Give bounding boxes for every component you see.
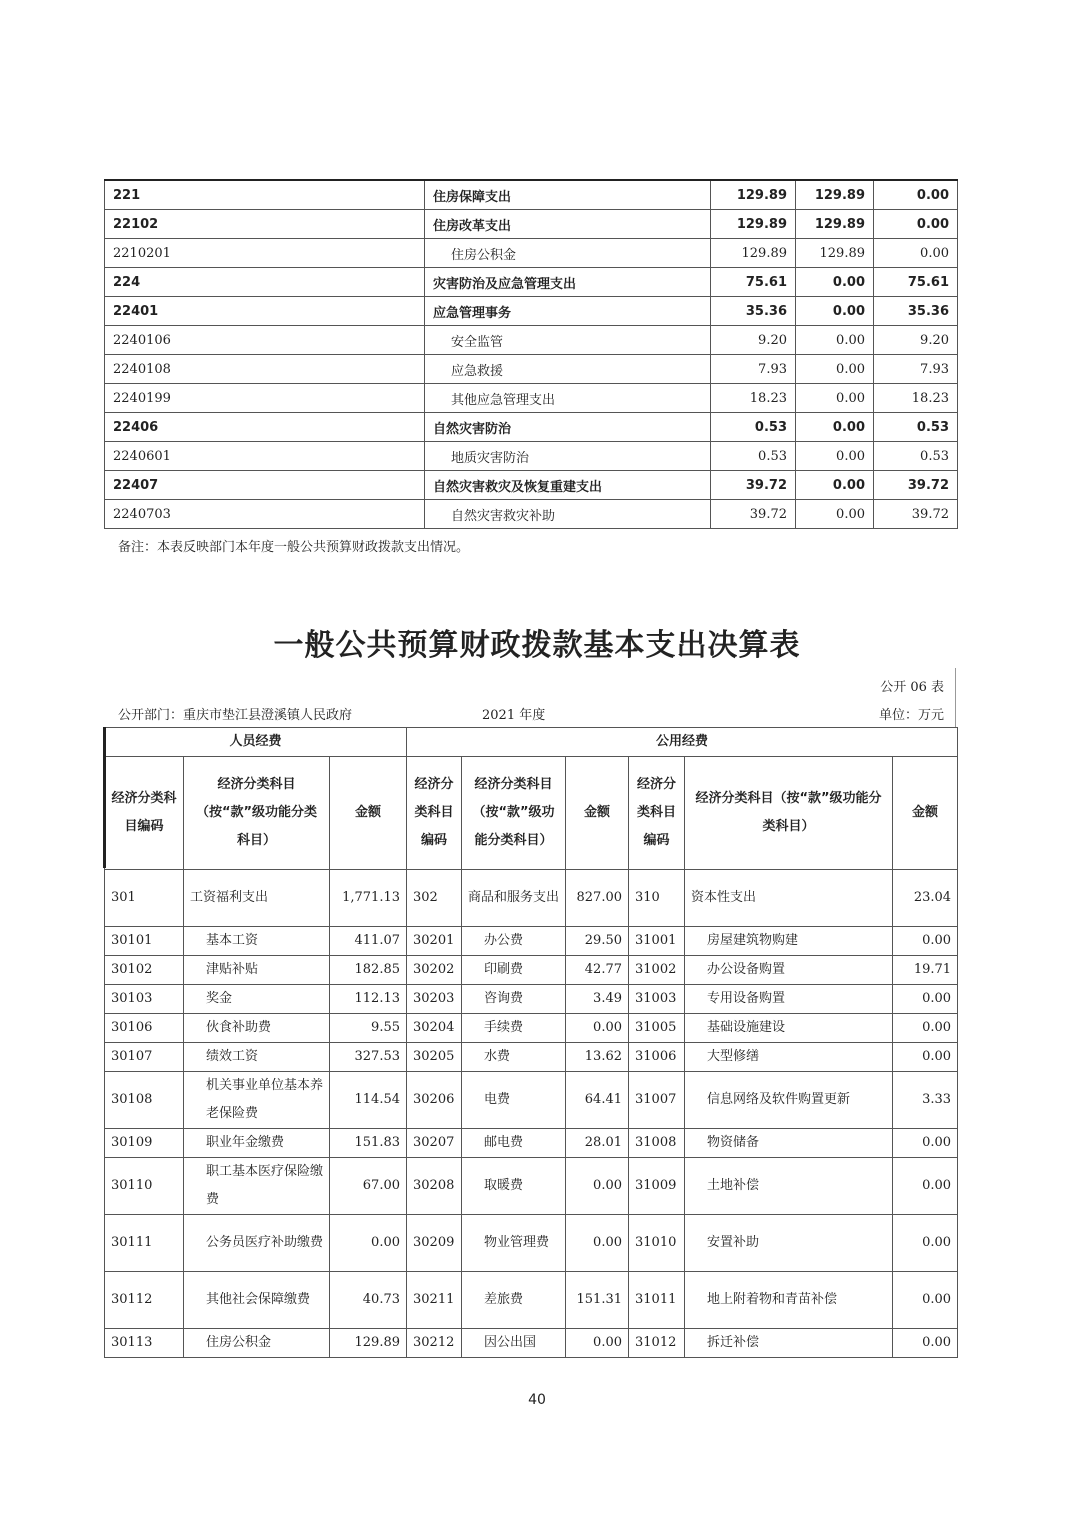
row-basic: 129.89 bbox=[796, 239, 874, 268]
header-amount: 金额 bbox=[566, 757, 629, 870]
table-row bbox=[105, 1329, 958, 1358]
row-code: 30101 bbox=[105, 927, 184, 956]
row-name: 办公设备购置 bbox=[685, 956, 893, 985]
row-code: 31001 bbox=[629, 927, 685, 956]
row-total: 0.53 bbox=[711, 413, 796, 442]
row-amount: 40.73 bbox=[330, 1272, 407, 1329]
row-name: 地上附着物和青苗补偿 bbox=[685, 1272, 893, 1329]
row-name: 拆迁补偿 bbox=[685, 1329, 893, 1358]
row-total: 129.89 bbox=[711, 180, 796, 210]
table-row bbox=[105, 180, 958, 210]
row-total: 39.72 bbox=[711, 471, 796, 500]
row-amount: 114.54 bbox=[330, 1072, 407, 1129]
row-code: 30211 bbox=[407, 1272, 462, 1329]
row-amount: 3.49 bbox=[566, 985, 629, 1014]
row-code: 30203 bbox=[407, 985, 462, 1014]
group-header-public: 公用经费 bbox=[407, 728, 958, 757]
row-name: 其他社会保障缴费 bbox=[184, 1272, 330, 1329]
table-row bbox=[105, 384, 958, 413]
row-code: 2240108 bbox=[105, 355, 425, 384]
row-name: 职工基本医疗保险缴费 bbox=[184, 1158, 330, 1215]
row-amount: 29.50 bbox=[566, 927, 629, 956]
row-code: 310 bbox=[629, 870, 685, 927]
row-basic: 129.89 bbox=[796, 210, 874, 239]
row-code: 30206 bbox=[407, 1072, 462, 1129]
row-code: 31002 bbox=[629, 956, 685, 985]
row-name: 基础设施建设 bbox=[685, 1014, 893, 1043]
row-code: 30208 bbox=[407, 1158, 462, 1215]
row-code: 30106 bbox=[105, 1014, 184, 1043]
row-amount: 0.00 bbox=[893, 1014, 958, 1043]
row-basic: 129.89 bbox=[796, 180, 874, 210]
header-code: 经济分类科目编码 bbox=[407, 757, 462, 870]
row-code: 30209 bbox=[407, 1215, 462, 1272]
row-name: 自然灾害防治 bbox=[425, 413, 711, 442]
row-amount: 23.04 bbox=[893, 870, 958, 927]
row-name: 电费 bbox=[462, 1072, 566, 1129]
row-total: 9.20 bbox=[711, 326, 796, 355]
row-code: 2210201 bbox=[105, 239, 425, 268]
row-name: 土地补偿 bbox=[685, 1158, 893, 1215]
table-row bbox=[105, 268, 958, 297]
table-left-border bbox=[103, 727, 106, 868]
row-name: 取暖费 bbox=[462, 1158, 566, 1215]
header-name: 经济分类科目（按“款”级功能分类科目） bbox=[685, 757, 893, 870]
row-code: 30205 bbox=[407, 1043, 462, 1072]
row-name: 住房公积金 bbox=[184, 1329, 330, 1358]
header-amount: 金额 bbox=[893, 757, 958, 870]
row-project: 0.00 bbox=[874, 210, 958, 239]
header-name: 经济分类科目（按“款”级功能分类科目） bbox=[462, 757, 566, 870]
row-code: 30102 bbox=[105, 956, 184, 985]
table-row bbox=[105, 239, 958, 268]
row-amount: 0.00 bbox=[893, 1329, 958, 1358]
row-basic: 0.00 bbox=[796, 413, 874, 442]
row-name: 水费 bbox=[462, 1043, 566, 1072]
table-row bbox=[105, 500, 958, 529]
row-total: 39.72 bbox=[711, 500, 796, 529]
table-number: 公开 06 表 bbox=[880, 680, 944, 695]
row-project: 9.20 bbox=[874, 326, 958, 355]
row-name: 物资储备 bbox=[685, 1129, 893, 1158]
row-code: 30112 bbox=[105, 1272, 184, 1329]
row-amount: 42.77 bbox=[566, 956, 629, 985]
row-code: 22102 bbox=[105, 210, 425, 239]
expenditure-table-continued bbox=[104, 179, 958, 529]
table-row bbox=[105, 1072, 958, 1129]
row-name: 办公费 bbox=[462, 927, 566, 956]
row-name: 因公出国 bbox=[462, 1329, 566, 1358]
row-name: 专用设备购置 bbox=[685, 985, 893, 1014]
table-row bbox=[105, 1272, 958, 1329]
row-name: 基本工资 bbox=[184, 927, 330, 956]
row-name: 手续费 bbox=[462, 1014, 566, 1043]
row-basic: 0.00 bbox=[796, 384, 874, 413]
table-row bbox=[105, 927, 958, 956]
row-amount: 3.33 bbox=[893, 1072, 958, 1129]
table-row bbox=[105, 1158, 958, 1215]
row-name: 奖金 bbox=[184, 985, 330, 1014]
header-name: 经济分类科目（按“款”级功能分类科目） bbox=[184, 757, 330, 870]
row-name: 津贴补贴 bbox=[184, 956, 330, 985]
row-name: 安置补助 bbox=[685, 1215, 893, 1272]
row-code: 22401 bbox=[105, 297, 425, 326]
row-basic: 0.00 bbox=[796, 326, 874, 355]
row-project: 7.93 bbox=[874, 355, 958, 384]
divider bbox=[955, 668, 956, 728]
row-amount: 0.00 bbox=[893, 985, 958, 1014]
row-name: 自然灾害救灾及恢复重建支出 bbox=[425, 471, 711, 500]
row-total: 18.23 bbox=[711, 384, 796, 413]
row-project: 39.72 bbox=[874, 500, 958, 529]
row-basic: 0.00 bbox=[796, 268, 874, 297]
row-total: 7.93 bbox=[711, 355, 796, 384]
table-note: 备注：本表反映部门本年度一般公共预算财政拨款支出情况。 bbox=[118, 540, 470, 555]
row-amount: 0.00 bbox=[566, 1329, 629, 1358]
row-code: 30103 bbox=[105, 985, 184, 1014]
row-name: 其他应急管理支出 bbox=[425, 384, 711, 413]
row-name: 差旅费 bbox=[462, 1272, 566, 1329]
row-amount: 182.85 bbox=[330, 956, 407, 985]
row-name: 住房公积金 bbox=[425, 239, 711, 268]
table-row bbox=[105, 471, 958, 500]
row-name: 伙食补助费 bbox=[184, 1014, 330, 1043]
row-amount: 0.00 bbox=[893, 1043, 958, 1072]
row-name: 公务员医疗补助缴费 bbox=[184, 1215, 330, 1272]
page-number: 40 bbox=[528, 1392, 546, 1408]
row-amount: 0.00 bbox=[566, 1014, 629, 1043]
row-code: 2240199 bbox=[105, 384, 425, 413]
row-amount: 0.00 bbox=[893, 927, 958, 956]
row-name: 自然灾害救灾补助 bbox=[425, 500, 711, 529]
unit-label: 单位：万元 bbox=[878, 708, 944, 723]
row-code: 31009 bbox=[629, 1158, 685, 1215]
row-code: 2240703 bbox=[105, 500, 425, 529]
row-code: 31003 bbox=[629, 985, 685, 1014]
row-total: 0.53 bbox=[711, 442, 796, 471]
row-amount: 129.89 bbox=[330, 1329, 407, 1358]
header-code: 经济分类科目编码 bbox=[629, 757, 685, 870]
row-name: 印刷费 bbox=[462, 956, 566, 985]
row-code: 31008 bbox=[629, 1129, 685, 1158]
row-project: 0.53 bbox=[874, 413, 958, 442]
row-total: 129.89 bbox=[711, 210, 796, 239]
row-basic: 0.00 bbox=[796, 297, 874, 326]
row-code: 30201 bbox=[407, 927, 462, 956]
table-row bbox=[105, 1014, 958, 1043]
row-amount: 0.00 bbox=[566, 1215, 629, 1272]
row-name: 绩效工资 bbox=[184, 1043, 330, 1072]
row-code: 30207 bbox=[407, 1129, 462, 1158]
year-label: 2021 年度 bbox=[482, 708, 546, 723]
row-project: 39.72 bbox=[874, 471, 958, 500]
row-code: 30109 bbox=[105, 1129, 184, 1158]
row-basic: 0.00 bbox=[796, 442, 874, 471]
row-amount: 19.71 bbox=[893, 956, 958, 985]
row-project: 0.00 bbox=[874, 180, 958, 210]
row-code: 22407 bbox=[105, 471, 425, 500]
row-amount: 0.00 bbox=[893, 1129, 958, 1158]
row-amount: 112.13 bbox=[330, 985, 407, 1014]
row-amount: 827.00 bbox=[566, 870, 629, 927]
row-name: 工资福利支出 bbox=[184, 870, 330, 927]
row-name: 房屋建筑物购建 bbox=[685, 927, 893, 956]
row-basic: 0.00 bbox=[796, 355, 874, 384]
row-project: 18.23 bbox=[874, 384, 958, 413]
row-code: 31011 bbox=[629, 1272, 685, 1329]
row-code: 221 bbox=[105, 180, 425, 210]
row-amount: 327.53 bbox=[330, 1043, 407, 1072]
table-row bbox=[105, 326, 958, 355]
row-amount: 0.00 bbox=[566, 1158, 629, 1215]
table-row bbox=[105, 297, 958, 326]
row-project: 35.36 bbox=[874, 297, 958, 326]
row-code: 31005 bbox=[629, 1014, 685, 1043]
row-name: 咨询费 bbox=[462, 985, 566, 1014]
row-name: 邮电费 bbox=[462, 1129, 566, 1158]
row-amount: 64.41 bbox=[566, 1072, 629, 1129]
row-name: 商品和服务支出 bbox=[462, 870, 566, 927]
table-row bbox=[105, 1215, 958, 1272]
row-amount: 9.55 bbox=[330, 1014, 407, 1043]
row-project: 0.53 bbox=[874, 442, 958, 471]
table-row bbox=[105, 442, 958, 471]
row-code: 2240601 bbox=[105, 442, 425, 471]
row-code: 30108 bbox=[105, 1072, 184, 1129]
row-amount: 0.00 bbox=[893, 1272, 958, 1329]
row-code: 30202 bbox=[407, 956, 462, 985]
row-name: 住房改革支出 bbox=[425, 210, 711, 239]
row-total: 129.89 bbox=[711, 239, 796, 268]
row-code: 224 bbox=[105, 268, 425, 297]
row-code: 31012 bbox=[629, 1329, 685, 1358]
row-code: 30212 bbox=[407, 1329, 462, 1358]
header-amount: 金额 bbox=[330, 757, 407, 870]
row-code: 31006 bbox=[629, 1043, 685, 1072]
row-code: 2240106 bbox=[105, 326, 425, 355]
row-code: 30204 bbox=[407, 1014, 462, 1043]
table-row bbox=[105, 413, 958, 442]
row-basic: 0.00 bbox=[796, 500, 874, 529]
row-code: 301 bbox=[105, 870, 184, 927]
row-amount: 411.07 bbox=[330, 927, 407, 956]
row-basic: 0.00 bbox=[796, 471, 874, 500]
row-name: 物业管理费 bbox=[462, 1215, 566, 1272]
row-code: 30113 bbox=[105, 1329, 184, 1358]
row-amount: 0.00 bbox=[893, 1158, 958, 1215]
table-row bbox=[105, 210, 958, 239]
row-code: 31010 bbox=[629, 1215, 685, 1272]
row-amount: 1,771.13 bbox=[330, 870, 407, 927]
row-amount: 0.00 bbox=[330, 1215, 407, 1272]
row-code: 30107 bbox=[105, 1043, 184, 1072]
basic-expenditure-table bbox=[104, 727, 958, 1358]
table-row bbox=[105, 870, 958, 927]
row-amount: 151.31 bbox=[566, 1272, 629, 1329]
row-amount: 28.01 bbox=[566, 1129, 629, 1158]
table-row bbox=[105, 985, 958, 1014]
row-name: 地质灾害防治 bbox=[425, 442, 711, 471]
row-name: 灾害防治及应急管理支出 bbox=[425, 268, 711, 297]
row-name: 大型修缮 bbox=[685, 1043, 893, 1072]
group-header-personnel: 人员经费 bbox=[105, 728, 407, 757]
row-project: 0.00 bbox=[874, 239, 958, 268]
row-name: 职业年金缴费 bbox=[184, 1129, 330, 1158]
header-code: 经济分类科目编码 bbox=[105, 757, 184, 870]
row-amount: 13.62 bbox=[566, 1043, 629, 1072]
row-name: 资本性支出 bbox=[685, 870, 893, 927]
table-row bbox=[105, 1043, 958, 1072]
table-row bbox=[105, 956, 958, 985]
row-name: 住房保障支出 bbox=[425, 180, 711, 210]
row-name: 机关事业单位基本养老保险费 bbox=[184, 1072, 330, 1129]
row-code: 30111 bbox=[105, 1215, 184, 1272]
row-name: 安全监管 bbox=[425, 326, 711, 355]
row-code: 302 bbox=[407, 870, 462, 927]
row-project: 75.61 bbox=[874, 268, 958, 297]
row-amount: 151.83 bbox=[330, 1129, 407, 1158]
row-code: 30110 bbox=[105, 1158, 184, 1215]
row-amount: 0.00 bbox=[893, 1215, 958, 1272]
row-total: 75.61 bbox=[711, 268, 796, 297]
row-name: 信息网络及软件购置更新 bbox=[685, 1072, 893, 1129]
row-code: 22406 bbox=[105, 413, 425, 442]
row-total: 35.36 bbox=[711, 297, 796, 326]
page-title: 一般公共预算财政拨款基本支出决算表 bbox=[273, 628, 801, 663]
table-row bbox=[105, 355, 958, 384]
row-name: 应急管理事务 bbox=[425, 297, 711, 326]
row-code: 31007 bbox=[629, 1072, 685, 1129]
row-name: 应急救援 bbox=[425, 355, 711, 384]
table-row bbox=[105, 1129, 958, 1158]
row-amount: 67.00 bbox=[330, 1158, 407, 1215]
department-label: 公开部门：重庆市垫江县澄溪镇人民政府 bbox=[118, 708, 353, 723]
